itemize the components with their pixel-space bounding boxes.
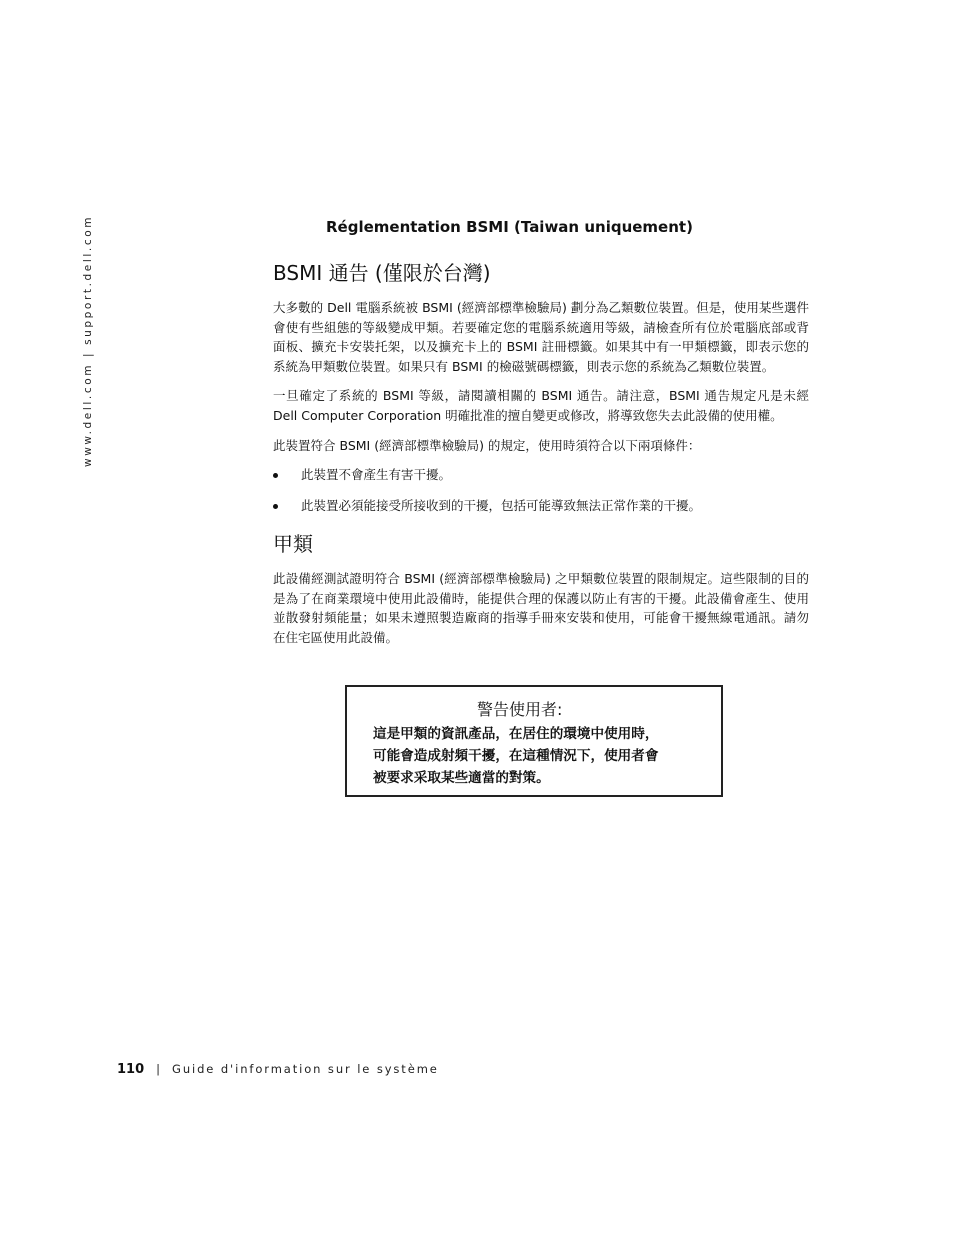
list-item-text: 此裝置必須能接受所接收到的干擾，包括可能導致無法正常作業的干擾。 bbox=[301, 498, 702, 514]
warning-line-2: 可能會造成射頻干擾，在這種情況下，使用者會 bbox=[373, 748, 659, 764]
bsmi-paragraph-2: 一旦確定了系統的 BSMI 等級，請閱讀相關的 BSMI 通告。請注意，BSMI 通告規定凡是未經 Dell Computer Corporation 明確批准的擅自變更或修改，將導致您失去此設備的使用權。 bbox=[273, 388, 809, 423]
bullet-icon bbox=[273, 504, 278, 509]
main-content bbox=[273, 258, 809, 658]
class-a-paragraph: 此設備經測試證明符合 BSMI (經濟部標準檢驗局) 之甲類數位裝置的限制規定。這些限制的目的是為了在商業環境中使用此設備時，能提供合理的保護以防止有害的干擾。此設備會產生、使用並散發射頻能量；如果未遵照製造廠商的指導手冊來安裝和使用，可能會干擾無線電通訊。請勿在住宅區使用此設備。 bbox=[273, 571, 809, 645]
page-number: 110 bbox=[117, 1062, 145, 1077]
bsmi-paragraph-1: 大多數的 Dell 電腦系統被 BSMI (經濟部標準檢驗局) 劃分為乙類數位裝置。但是，使用某些選件會使有些組態的等級變成甲類。若要確定您的電腦系統適用等級，請檢查所有位於電腦底部或背面板、擴充卡安裝托架，以及擴充卡上的 BSMI 註冊標籤。如果其中有一甲類標籤，即表示您的系統為甲類數位裝置。如果只有 BSMI 的檢磁號碼標籤，則表示您的系統為乙類數位裝置。 bbox=[273, 300, 809, 374]
list-item bbox=[273, 496, 809, 515]
sidebar-url: www.dell.com | support.dell.com bbox=[82, 214, 94, 467]
warning-line-3: 被要求采取某些適當的對策。 bbox=[373, 770, 550, 786]
bsmi-heading: BSMI 通告 (僅限於台灣) bbox=[273, 261, 491, 285]
warning-title: 警告使用者: bbox=[477, 700, 563, 719]
bullet-icon bbox=[273, 473, 278, 478]
warning-line-1: 這是甲類的資訊產品，在居住的環境中使用時， bbox=[373, 726, 659, 742]
section-title: Réglementation BSMI (Taiwan uniquement) bbox=[326, 218, 693, 236]
page-footer bbox=[117, 1062, 439, 1077]
footer-doc-title: Guide d'information sur le système bbox=[172, 1062, 439, 1076]
class-a-heading: 甲類 bbox=[273, 532, 313, 557]
footer-separator: | bbox=[156, 1062, 161, 1076]
conditions-list bbox=[273, 465, 809, 515]
list-item-text: 此裝置不會產生有害干擾。 bbox=[301, 467, 452, 483]
bsmi-paragraph-3: 此裝置符合 BSMI (經濟部標準檢驗局) 的規定，使用時須符合以下兩項條件： bbox=[273, 437, 701, 453]
warning-text bbox=[373, 723, 703, 789]
list-item bbox=[273, 465, 809, 484]
warning-box bbox=[345, 685, 723, 797]
